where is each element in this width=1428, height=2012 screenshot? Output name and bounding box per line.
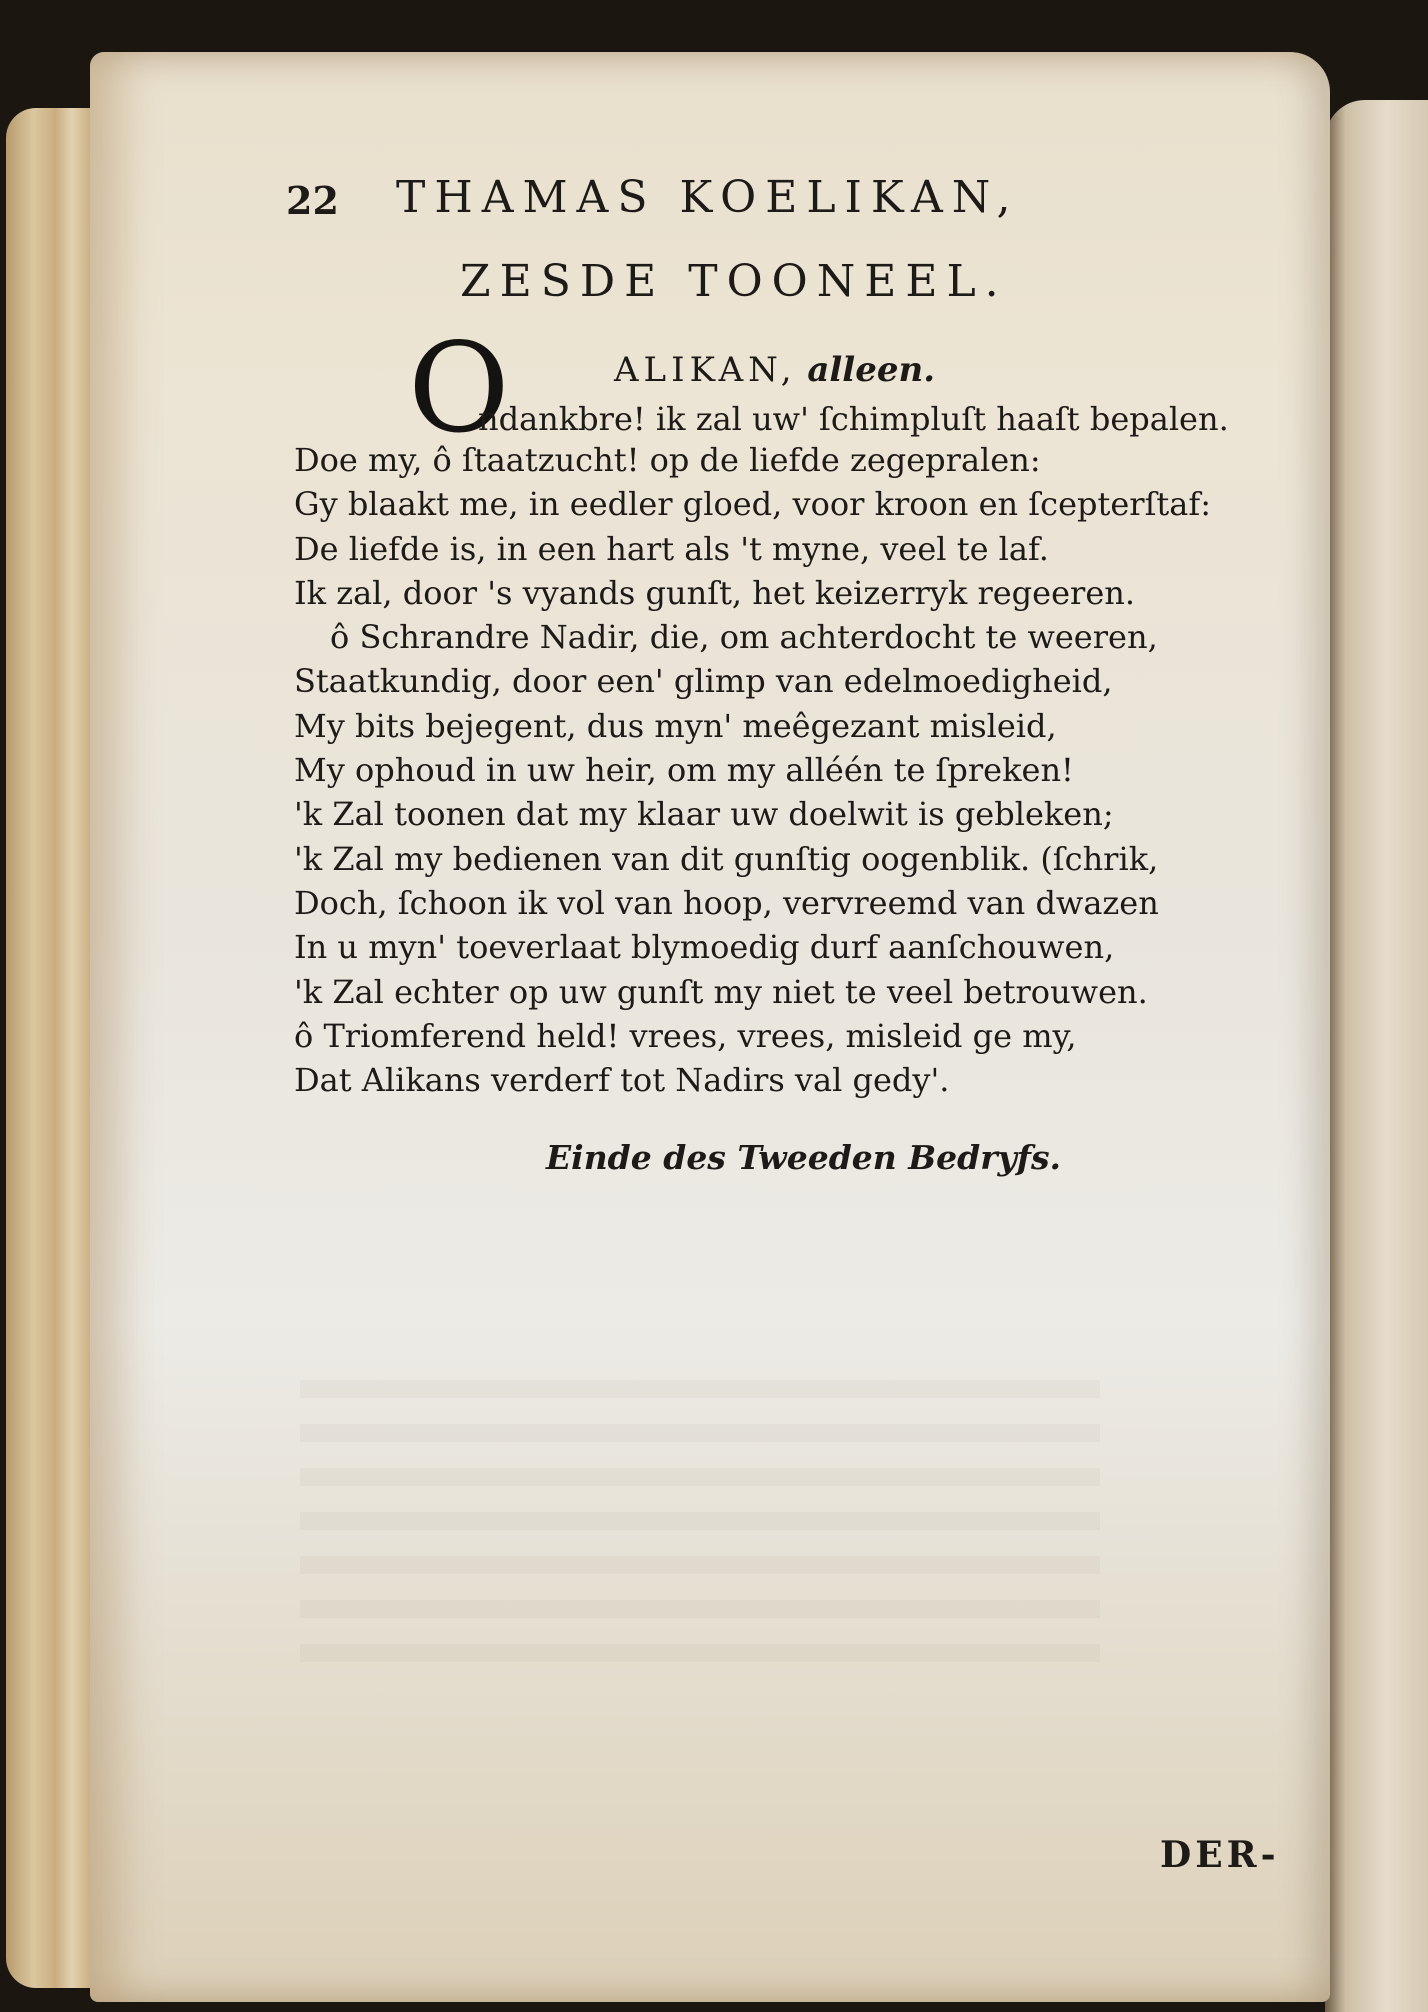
drop-cap: O <box>408 317 510 461</box>
scene-heading: ZESDE TOONEEL. <box>460 256 1008 307</box>
verse-line: 'k Zal echter op uw gunſt my niet te veel betrouwen. <box>294 972 1148 1011</box>
running-head <box>286 162 1186 222</box>
verse-line: Dat Alikans verderf tot Nadirs val gedy'. <box>294 1061 950 1100</box>
verse-line: ô Schrandre Nadir, die, om achterdocht te weeren, <box>330 618 1158 657</box>
verse-first-line: ndankbre! ik zal uw' ſchimpluſt haaſt bepalen. <box>478 400 1229 438</box>
verse-line: My ophoud in uw heir, om my alléén te ſpreken! <box>294 751 1074 790</box>
page-number: 22 <box>286 178 339 223</box>
book-title: THAMAS KOELIKAN, <box>396 172 1020 223</box>
verse-block <box>294 438 1294 1102</box>
speaker-heading <box>614 350 935 390</box>
act-end-note: Einde des Tweeden Bedryfs. <box>546 1138 1062 1177</box>
catchword: DER- <box>1160 1834 1280 1876</box>
verse-line: Staatkundig, door een' glimp van edelmoedigheid, <box>294 662 1113 701</box>
verse-line: Doe my, ô ſtaatzucht! op de liefde zegepralen: <box>294 441 1041 479</box>
show-through-texture <box>300 1380 1100 1680</box>
verse-line: Gy blaakt me, in eedler gloed, voor kroon en ſcepterſtaf: <box>294 485 1211 524</box>
verse-line: Doch, ſchoon ik vol van hoop, vervreemd van dwazen <box>294 883 1159 922</box>
verse-line: ô Triomferend held! vrees, vrees, misleid ge my, <box>294 1016 1077 1055</box>
speaker-note: alleen. <box>807 350 936 390</box>
verse-line: 'k Zal toonen dat my klaar uw doelwit is gebleken; <box>294 795 1114 834</box>
verse-line: My bits bejegent, dus myn' meêgezant misleid, <box>294 706 1057 745</box>
verse-line: In u myn' toeverlaat blymoedig durf aanſchouwen, <box>294 928 1115 967</box>
verse-line: De liefde is, in een hart als 't myne, veel te laf. <box>294 529 1049 568</box>
facing-page-edge <box>1325 100 1428 2012</box>
verse-line: Ik zal, door 's vyands gunſt, het keizerryk regeeren. <box>294 573 1136 612</box>
verse-line: 'k Zal my bedienen van dit gunſtig oogenblik. (ſchrik, <box>294 839 1159 878</box>
speaker-name: ALIKAN, <box>614 350 797 390</box>
